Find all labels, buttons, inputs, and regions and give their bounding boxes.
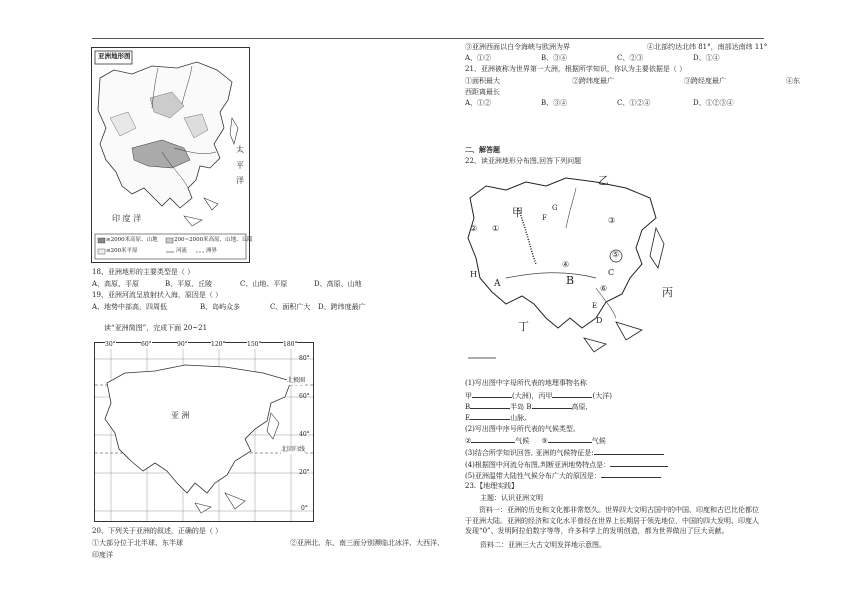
answer-blank[interactable] (594, 448, 664, 455)
map2-lon-180: 180° (283, 341, 298, 348)
asia-terrain-map-title: 亚洲地形图 (98, 52, 131, 60)
q19-option-b: B、岛屿众多 (200, 303, 241, 311)
q20-option-c: C、②③ (617, 54, 644, 62)
q22-part2-5: ⑤ (541, 437, 548, 445)
q20-statement-4: ④北部约达北纬 81°，南部达南纬 11° (647, 43, 768, 51)
indian-ocean-label: 印 度 洋 (112, 214, 142, 223)
q21-statement-4-cont: 西距离最长 (465, 88, 500, 96)
legend-item-high: ≥2000米高原、山地 (106, 237, 158, 243)
q22-map-label-ding: 丁 (518, 320, 529, 333)
answer-blank[interactable] (472, 391, 512, 398)
q22-map-label-d: D (596, 316, 603, 325)
asia-simple-map-drawing (95, 343, 313, 521)
q21-option-b: B、③④ (541, 99, 568, 107)
q22-part1-b: B (465, 403, 471, 411)
q22-part1-line-a (465, 391, 612, 401)
q23-theme: 主题：认识亚洲文明 (480, 494, 543, 502)
q22-part1-jia-tail: (大洲)，丙甲 (512, 392, 553, 400)
map2-asia-label: 亚 洲 (171, 411, 190, 420)
map2-lon-150: 150° (247, 341, 262, 348)
map2-lat-0: 0° (301, 505, 308, 512)
pacific-label-3: 洋 (236, 176, 244, 185)
q22-part1: (1)写出图中字母所代表的地理事物名称 (465, 379, 587, 387)
q22-asia-map (466, 168, 688, 366)
q22-map-label-c: C (608, 268, 615, 277)
q23-stem: 23.【地理实践】 (465, 482, 519, 490)
section-heading-answer: 二、解答题 (465, 145, 500, 154)
q22-map-label-bing: 丙 (662, 286, 673, 299)
q22-map-label-g: G (552, 204, 558, 212)
q23-material-1: 资料一：亚洲的历史和文化都非常悠久。世界四大文明古国中的中国、印度和古巴比伦都位于亚洲大陆。亚洲的经济和文化水平曾经在世界上长期居于领先地位，中国的四大发明、印度人发现“0”、发明阿拉伯数字等等，许多科学上的发明创造，都为世界做出了巨大贡献。 (465, 506, 759, 535)
q22-map-label-2: ② (470, 224, 478, 233)
q18-option-a: A、高原、平原 (92, 280, 140, 288)
q22-part5-line (465, 471, 661, 481)
map2-lon-90: 90° (177, 341, 188, 348)
map2-lat-60: 60° (299, 393, 310, 400)
q22-part1-line-b (465, 402, 588, 412)
q22-map-label-6: ⑥ (600, 284, 608, 293)
q22-part1-line-c (465, 413, 526, 423)
q20-statement-1: ①大部分位于北半球、东半球 (92, 539, 183, 547)
map2-lon-120: 120° (211, 341, 226, 348)
q22-map-label-f: F (542, 214, 547, 222)
q18-option-d: D、高原、山地 (314, 280, 362, 288)
q22-part1-bing-tail: (大洋) (592, 392, 612, 400)
q19-option-c: C、面积广大 (270, 303, 311, 311)
asia-simple-map (94, 342, 314, 522)
q22-part4-line (465, 460, 668, 470)
q20-option-d: D、①④ (693, 54, 720, 62)
q22-part1-b-end: 高原, (571, 403, 588, 411)
q22-asia-map-drawing (466, 168, 688, 366)
map2-lat-40: 40° (299, 431, 310, 438)
q22-map-label-4: ④ (562, 260, 570, 269)
q22-part5: (5)亚洲温带大陆性气候分布广大的原因是： (465, 472, 601, 480)
q20-option-a: A、①② (465, 54, 492, 62)
q20-option-b: B、③④ (541, 54, 568, 62)
answer-blank[interactable] (532, 402, 572, 409)
q21-option-c: C、①②④ (617, 99, 651, 107)
legend-item-mid: 200~2000米高原、山地、丘陵 (174, 237, 253, 243)
q18-option-b: B、平原、丘陵 (165, 280, 213, 288)
q22-map-label-1: ① (492, 224, 500, 233)
q20-statement-3: ③亚洲西面以白令海峡与欧洲为界 (465, 43, 570, 51)
q21-statement-4: ④东 (786, 77, 800, 85)
q21-statement-2: ②跨纬度最广 (572, 77, 614, 85)
legend-item-boundary: 洲界 (206, 248, 218, 254)
answer-blank[interactable] (470, 402, 510, 409)
q18-option-c: C、山地、平原 (240, 280, 288, 288)
q22-map-label-5: ⑤ (612, 250, 620, 259)
q20-stem: 20、下列关于亚洲的叙述，正确的是（ ） (92, 527, 223, 535)
q22-part2-2-end: 气候 (515, 437, 530, 445)
map2-lat-20: 20° (299, 469, 310, 476)
map2-lat-80: 80° (299, 355, 310, 362)
map2-lon-60: 60° (141, 341, 152, 348)
q22-part1-e-end: 山脉, (510, 414, 527, 422)
answer-blank[interactable] (548, 436, 592, 443)
q22-stem: 22、读亚洲地形分布图,回答下列问题 (465, 157, 582, 165)
q22-part3: (3)结合所学知识回答, 亚洲的气候特征是: (465, 449, 594, 457)
q22-map-label-e: E (592, 302, 598, 310)
q22-map-label-3: ③ (608, 216, 616, 225)
q22-map-label-a: A (494, 279, 501, 289)
answer-blank[interactable] (610, 460, 668, 467)
q21-option-d: D、①②③④ (693, 99, 734, 107)
answer-blank[interactable] (601, 471, 661, 478)
map2-arctic-circle-label: 北极圈 (287, 377, 306, 384)
q22-part3-line (465, 448, 664, 458)
q19-option-a: A、地势中部高，四周低 (92, 303, 168, 311)
q23-material-2: 资料二：亚洲三大古文明发祥地示意图。 (480, 541, 606, 549)
q22-part1-b-mid: 半岛 B (510, 403, 532, 411)
q22-part2: (2)写出图中序号所代表的气候类型。 (465, 425, 580, 433)
map2-tropic-label: 北回归线 (281, 446, 306, 453)
q22-part2-2: ② (465, 437, 472, 445)
asia-terrain-map-drawing (92, 48, 249, 262)
q22-part1-jia: 甲 (465, 392, 472, 400)
q22-map-label-jia: 甲 (512, 206, 523, 219)
header-rule (92, 38, 764, 39)
q21-stem: 21、亚洲被称为世界第一大洲，根据所学知识，你认为主要依据是（ ） (465, 65, 687, 73)
q20-statement-2: ②亚洲北、东、南三面分别濒临北冰洋、大西洋、 (290, 539, 444, 547)
q22-part4: (4)根据图中河流分布图,判断亚洲地势特点是： (465, 461, 611, 469)
q22-map-label-h: H (470, 270, 477, 279)
answer-blank[interactable] (552, 391, 592, 398)
q22-map-label-yi: 乙 (598, 174, 609, 187)
pacific-label-2: 平 (236, 161, 244, 170)
pacific-label-1: 太 (236, 145, 244, 154)
legend-item-river: 河流 (176, 248, 188, 254)
q21-statement-3: ③跨经度最广 (684, 77, 726, 85)
q19-option-d: D、跨纬度最广 (318, 303, 366, 311)
q22-map-label-b: B (566, 274, 575, 287)
q21-option-a: A、①② (465, 99, 492, 107)
answer-blank[interactable] (470, 413, 510, 420)
q20-statement-2-cont: 印度洋 (92, 551, 113, 559)
q21-statement-1: ①面积最大 (465, 77, 500, 85)
asia-terrain-map (91, 47, 253, 263)
q18-stem: 18、亚洲地形的主要类型是（ ） (92, 268, 195, 276)
q22-part2-5-end: 气候 (591, 437, 606, 445)
q19-stem: 19、亚洲河流呈放射状入海，原因是（ ） (92, 291, 223, 299)
legend-item-low: ≤200米平原 (106, 248, 138, 254)
q22-part1-e: E (465, 414, 471, 422)
q22-part2-line (465, 436, 606, 446)
q20-21-intro: 读“亚洲简图”，完成下面 20~21 (104, 324, 208, 332)
map2-lon-30: 30° (105, 341, 116, 348)
answer-blank[interactable] (471, 436, 515, 443)
